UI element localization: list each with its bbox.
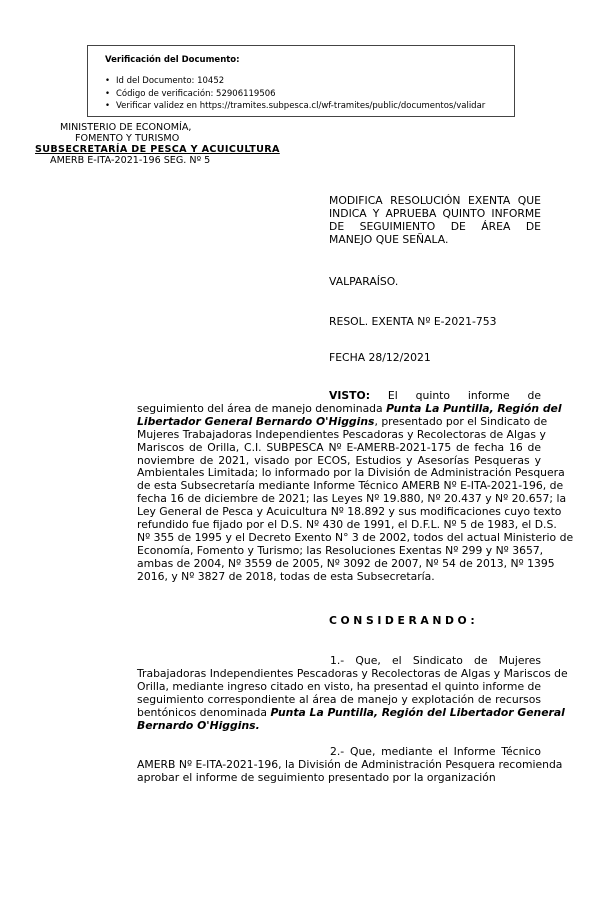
verification-link[interactable]: • Verificar validez en https://tramites.subpesca.cl/wf-tramites/public/documentos/validar	[105, 100, 485, 113]
resolution-title	[329, 195, 541, 247]
considerando-line: aprobar el informe de seguimiento presentado por la organización	[137, 770, 496, 784]
visto-line: VISTO: El quinto informe de	[329, 389, 541, 402]
verification-box	[87, 45, 515, 117]
considerando-line: 2.- Que, mediante el Informe Técnico	[330, 745, 541, 758]
area-name: Punta La Puntilla, Región del	[386, 401, 562, 415]
visto-line: Ambientales Limitada; lo informado por la División de Administración Pesquera	[137, 466, 565, 480]
title-line: INDICA Y APRUEBA QUINTO INFORME	[329, 206, 541, 220]
considerando-line: AMERB Nº E-ITA-2021-196, la División de Administración Pesquera recomienda	[137, 757, 563, 771]
visto-line: seguimiento del área de manejo denominada Punta La Puntilla, Región del	[137, 401, 562, 415]
visto-line: Mariscos de Orilla, C.I. SUBPESCA Nº E-AMERB-2021-175 de fecha 16 de	[137, 440, 541, 454]
visto-line: ambas de 2004, Nº 3559 de 2005, Nº 3092 de 2007, Nº 54 de 2013, Nº 1395	[137, 556, 555, 570]
ministry-line-2: FOMENTO Y TURISMO	[75, 133, 180, 144]
considerando-heading: CONSIDERANDO:	[329, 614, 479, 627]
resolution-date: FECHA 28/12/2021	[329, 351, 431, 364]
place: VALPARAÍSO.	[329, 275, 399, 288]
area-name: Punta La Puntilla, Región del Libertador General	[270, 705, 565, 719]
considerando-line: Orilla, mediante ingreso citado en visto, ha presentad el quinto informe de	[137, 679, 542, 693]
visto-line: de esta Subsecretaría mediante Informe Técnico AMERB Nº E-ITA-2021-196, de	[137, 479, 564, 493]
visto-line: Economía, Fomento y Turismo; las Resoluciones Exentas Nº 299 y Nº 3657,	[137, 543, 544, 557]
visto-line: Libertador General Bernardo O'Higgins, presentado por el Sindicato de	[137, 414, 548, 428]
title-line: DE SEGUIMIENTO DE ÁREA DE	[329, 219, 541, 233]
visto-paragraph	[137, 389, 574, 584]
verification-list	[105, 75, 485, 113]
resolution-number: RESOL. EXENTA Nº E-2021-753	[329, 315, 497, 328]
subsecretaria-heading: SUBSECRETARÍA DE PESCA Y ACUICULTURA	[35, 144, 280, 155]
visto-line: fecha 16 de diciembre de 2021; las Leyes Nº 19.880, Nº 20.437 y Nº 20.657; la	[137, 492, 567, 506]
region-name: Libertador General Bernardo O'Higgins	[137, 414, 375, 428]
ministry-line-1: MINISTERIO DE ECONOMÍA,	[60, 122, 192, 133]
title-line: MODIFICA RESOLUCIÓN EXENTA QUE	[329, 194, 541, 207]
considerando-line: Trabajadoras Independientes Pescadoras y Recolectoras de Algas y Mariscos de	[137, 666, 568, 680]
visto-line: Mujeres Trabajadoras Independientes Pescadoras y Recolectoras de Algas y	[137, 427, 546, 441]
verification-title: Verificación del Documento:	[105, 55, 240, 65]
visto-label: VISTO:	[329, 389, 371, 402]
verification-code: • Código de verificación: 52906119506	[105, 88, 485, 101]
visto-line: Nº 355 de 1995 y el Decreto Exento N° 3 de 2002, todos del actual Ministerio de	[137, 530, 574, 544]
considerando-line: bentónicos denominada Punta La Puntilla, Región del Libertador General	[137, 705, 565, 719]
considerando-2	[137, 745, 563, 785]
visto-line: Ley General de Pesca y Acuicultura Nº 18.892 y sus modificaciones cuyo texto	[137, 505, 562, 519]
document-id: • Id del Documento: 10452	[105, 75, 485, 88]
title-line: MANEJO QUE SEÑALA.	[329, 232, 449, 246]
considerando-line: 1.- Que, el Sindicato de Mujeres	[330, 654, 541, 667]
region-name: Bernardo O'Higgins.	[137, 718, 260, 732]
visto-line: noviembre de 2021, visado por ECOS, Estudios y Asesorías Pesqueras y	[137, 453, 541, 467]
visto-line: refundido fue fijado por el D.S. Nº 430 de 1991, el D.F.L. Nº 5 de 1983, el D.S.	[137, 518, 557, 532]
considerando-line: seguimiento correspondiente al área de manejo y explotación de recursos	[137, 692, 541, 706]
considerando-1	[137, 654, 568, 732]
visto-line: 2016, y Nº 3827 de 2018, todas de esta Subsecretaría.	[137, 569, 435, 583]
reference-code: AMERB E-ITA-2021-196 SEG. Nº 5	[50, 155, 211, 166]
